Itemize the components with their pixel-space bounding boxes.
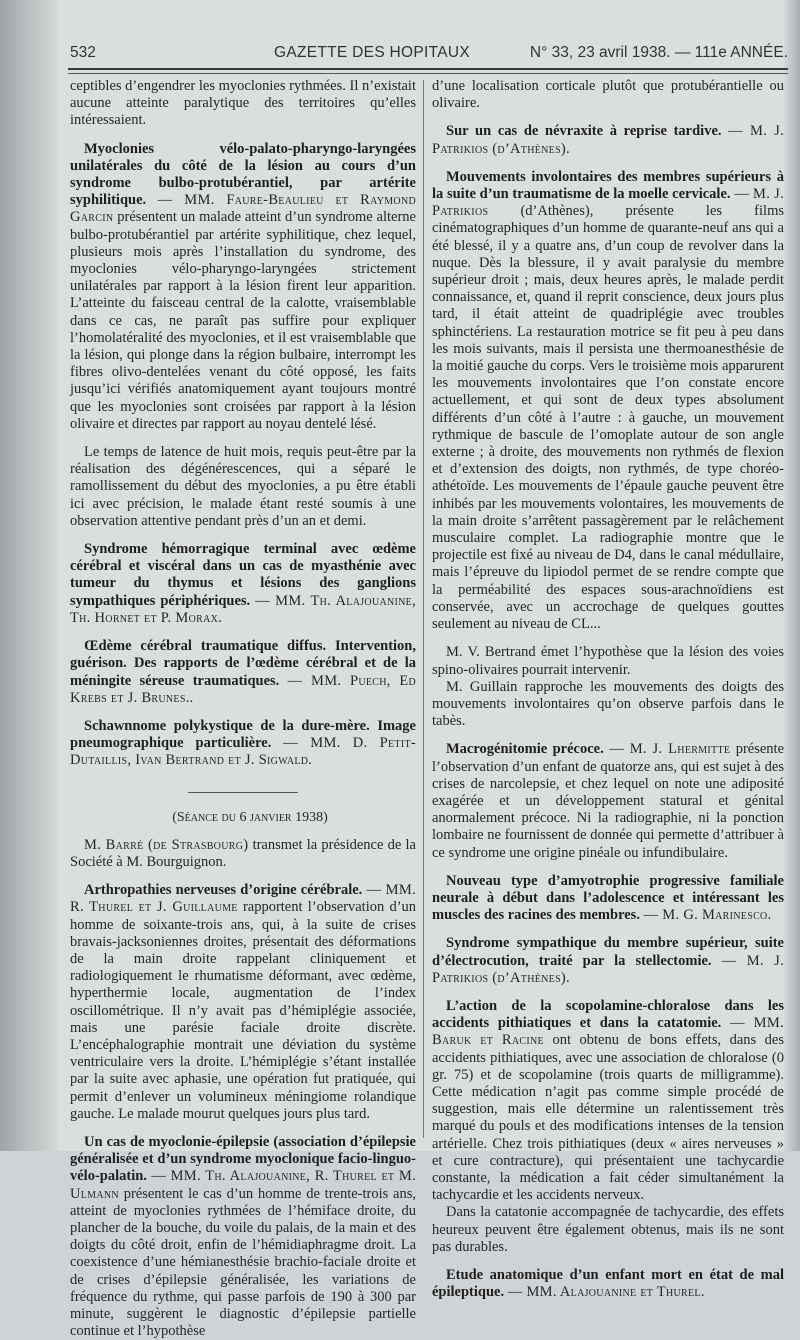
column-divider bbox=[423, 80, 424, 1138]
abstract-entry bbox=[432, 123, 784, 157]
entry-authors: — M. J. Patrikios bbox=[432, 186, 785, 220]
entry-title: Œdème cérébral traumatique diffus. Intervention, guérison. Des rapports de l’œdème cérébral et de la méningite séreuse traumatiques. bbox=[70, 638, 416, 689]
entry-authors: — MM. Alajouanine et Thurel. bbox=[507, 1284, 705, 1301]
abstract-entry bbox=[70, 541, 416, 627]
journal-title: GAZETTE DES HOPITAUX bbox=[274, 44, 471, 61]
header-rule-thick bbox=[68, 68, 788, 70]
paragraph bbox=[432, 1204, 784, 1256]
paragraph-text: d’une localisation corticale plutôt que protubérantielle ou olivaire. bbox=[432, 78, 784, 112]
entry-title: Macrogénitomie précoce. bbox=[446, 741, 604, 758]
abstract-entry bbox=[70, 141, 416, 433]
abstract-entry bbox=[432, 873, 784, 925]
entry-body: ont obtenu de bons effets, dans des accidents pithiatiques, avec une association de chloralose (0 gr. 75) et de scopolamine (trois quarts de milligramme). Cette médication n’agit pas comme simple procédé de suggestion, mais elle détermine un ralentissement très marqué du pouls et des modifications intenses de la tension artérielle. Chez trois pithiatiques (deux « aires nerveuses » et cure contracture), qui présentaient une tachycardie constante, la médication a fait céder simultanément la tachycardie et les accidents nerveux. bbox=[432, 1032, 784, 1204]
entry-title: Etude anatomique d’un enfant mort en état de mal épileptique. bbox=[432, 1267, 784, 1301]
entry-title: Nouveau type d’amyotrophie progressive familiale neurale à début dans l’adolescence et intéressant les muscles des racines des membres. bbox=[432, 872, 784, 924]
entry-authors: — MM. Faure-Beaulieu et Raymond Garcin bbox=[70, 192, 416, 226]
paragraph-text: M. V. Bertrand émet l’hypothèse que la lésion des voies spino-olivaires pourrait intervenir. bbox=[432, 644, 784, 678]
section-rule bbox=[188, 792, 298, 793]
entry-title: Syndrome hémorragique terminal avec œdème cérébral et viscéral dans un cas de myasthénie avec tumeur du thymus et lésions des ganglions sympathiques périphériques. bbox=[70, 541, 416, 609]
page-header bbox=[70, 44, 788, 66]
entry-title: Un cas de myoclonie-épilepsie (association d’épilepsie généralisée et d’un syndrome myoclonique facio-linguo-vélo-palatin. bbox=[70, 1133, 416, 1185]
entry-title: Schawnnome polykystique de la dure-mère. Image pneumographique particulière. bbox=[70, 717, 416, 752]
abstract-entry bbox=[432, 1267, 784, 1301]
entry-authors: — M. J. Patrikios (d’Athènes). bbox=[432, 123, 785, 157]
entry-authors: — M. J. Lhermitte bbox=[609, 741, 731, 758]
header-rule-thin bbox=[68, 73, 788, 74]
entry-authors: — MM. Puech, Ed Krebs et J. Brunes.. bbox=[70, 672, 416, 706]
paragraph bbox=[432, 78, 784, 112]
entry-body: présentent le cas d’un homme de trente-trois ans, atteint de myoclonies rythmées de l’hémiface droite, du plancher de la bouche, du voile du palais, de la main et des doigts du côté droit, enfin de l’hémidiaphragme droit. La coexistence d’une hémianesthésie brachio-faciale droite et de crises d’épilepsie généralisée, les variations de fréquence du rythme, qui passe parfois de 190 à 300 par minute, suggèrent le diagnostic d’épilepsie partielle continue et l’hypothèse bbox=[70, 1185, 417, 1340]
entry-title: Myoclonies vélo-palato-pharyngo-laryngées unilatérales du côté de la lésion au cours d’un syndrome bulbo-protubérantiel, par artérite syphilitique. bbox=[70, 140, 416, 209]
right-column bbox=[432, 78, 785, 1301]
entry-authors: — MM. D. Petit-Dutaillis, Ivan Bertrand et J. Sigwald. bbox=[70, 735, 417, 769]
abstract-entry bbox=[432, 935, 784, 987]
abstract-entry bbox=[432, 169, 784, 633]
entry-title: L’action de la scopolamine-chloralose dans les accidents pithiatiques et dans la catatomie. bbox=[432, 997, 784, 1032]
entry-authors: — MM. Baruk et Racine bbox=[432, 1015, 784, 1049]
entry-authors: — M. G. Marinesco. bbox=[643, 907, 772, 924]
paragraph-text: Le temps de latence de huit mois, requis peut-être par la réalisation des dégénérescences, qui a séparé le ramollissement du début des myoclonies, a pu être établi ici avec précision, le malade étant resté soumis à une observation attentive pendant près d’un an et demi. bbox=[70, 444, 416, 529]
entry-authors: M. Barré (de Strasbourg) bbox=[84, 836, 249, 853]
entry-authors: — M. J. Patrikios (d’Athènes). bbox=[432, 952, 785, 986]
page-edge-shadow-left bbox=[0, 0, 58, 1151]
abstract-entry bbox=[70, 718, 416, 770]
entry-body: présente l’observation d’un enfant de quatorze ans, qui est sujet à des crises de narcolepsie, et chez lequel on note une adiposité exagérée et un développement statural et génital anormalement précoce. Ni la radiographie, ni la ponction lombaire ne fournissent de donnée qui permette d’attribuer à ce syndrome une origine pinéale ou infundibulaire. bbox=[432, 741, 785, 861]
paragraph-text: ceptibles d’engendrer les myoclonies rythmées. Il n’existait aucune atteinte paralytique des territoires qu’elles intéressaient. bbox=[70, 78, 416, 129]
abstract-entry bbox=[70, 882, 416, 1123]
left-column bbox=[70, 78, 417, 1340]
abstract-entry bbox=[70, 638, 416, 707]
abstract-entry bbox=[432, 741, 784, 861]
paragraph bbox=[70, 444, 416, 530]
entry-authors: — MM. R. Thurel et J. Guillaume bbox=[70, 882, 416, 916]
entry-title: Arthropathies nerveuses d’origine cérébrale. bbox=[84, 882, 363, 899]
entry-body: présentent un malade atteint d’un syndrome alterne bulbo-protubérantiel par artérite syphilitique, chez lequel, plusieurs mois après l’installation du syndrome, des myoclonies vélo-pharyngo-laryngées strictement unilatérales par rapport à la lésion firent leur apparition. L’atteinte du faisceau central de la calotte, vraisemblable dans ce cas, ne paraît pas suffire pour expliquer l’homolatéralité des myoclonies, et il est vraisemblable que la lésion, qui plonge dans la région bulbaire, interrompt les fibres olivo-dentelées venant du côté opposé, les faits jusqu’ici vérifiés anatomiquement ayant toujours montré que les myoclonies sont croisées par rapport à la lésion olivaire et directes par rapport au noyau dentelé lésé. bbox=[70, 209, 416, 432]
paragraph-text: Dans la catatonie accompagnée de tachycardie, des effets heureux peuvent être également obtenus, mais ils ne sont pas durables. bbox=[432, 1204, 784, 1255]
entry-title: Mouvements involontaires des membres supérieurs à la suite d’un traumatisme de la moelle cervicale. bbox=[432, 168, 784, 203]
entry-body: rapportent l’observation d’un homme de soixante-trois ans, qui, à la suite de crises bravais-jacksoniennes droites, présentait des déformations de la main droite rappelant cliniquement et radiologiquement le rhumatisme déformant, avec œdème, hyperthermie locale, augmentation de l’index oscillométrique. Il n’y avait pas d’hémiplégie associée, mais une parésie faciale droite discrète. L’encéphalographie montrait une déviation du système ventriculaire vers la droite. L’hémiplégie s’étant installée par la suite avec aphasie, une opération fut pratiquée, qui permit d’enlever un volumineux méningiome rolandique gauche. Le malade mourut quelques jours plus tard. bbox=[70, 899, 417, 1122]
entry-title: Syndrome sympathique du membre supérieur, suite d’électrocution, traité par la stellectomie. bbox=[432, 935, 784, 969]
paragraph bbox=[70, 78, 416, 130]
abstract-entry bbox=[70, 1134, 416, 1340]
page-edge-shadow-right bbox=[784, 0, 800, 1151]
paragraph bbox=[432, 679, 784, 731]
issue-info: N° 33, 23 avril 1938. — 111e ANNÉE. bbox=[529, 44, 788, 61]
abstract-entry bbox=[432, 998, 784, 1204]
entry-authors: — MM. Th. Alajouanine, R. Thurel et M. Ulmann bbox=[70, 1168, 417, 1202]
entry-title: Sur un cas de névraxite à reprise tardive. bbox=[446, 123, 722, 140]
paragraph bbox=[432, 644, 784, 678]
page-number: 532 bbox=[70, 44, 96, 61]
entry-body: (d’Athènes), présente les films cinématographiques d’un homme de quarante-neuf ans qui a été blessé, il y a quatre ans, d’un coup de revolver dans la nuque. Dès la blessure, il y avait paralysie du membre supérieur droit ; mais, deux heures après, le malade perdit connaissance, et, quand il reprit conscience, deux jours plus tard, il était atteint de quadriplégie avec troubles sphinctériens. La restauration motrice se fit peu à peu dans les mois suivants, mais il persista une thermoanesthésie de la moitié gauche du corps. Vers le troisième mois apparurent les mouvements involontaires que l’on constate encore actuellement, et qui sont de deux types absolument différents d’un côté à l’autre : à gauche, un mouvement rythmique de bascule de l’omoplate autour de son angle externe ; à droite, des mouvements non rythmés de flexion et d’extension des doigts, non rythmés, de type choréo-athétoïde. Les mouvements de l’épaule gauche peuvent être inhibés par les mouvements volontaires, les mouvements de la main droite s’arrêtent passagèrement par le relâchement musculaire complet. La radiographie montre que le projectile est fixé au niveau de D4, dans le canal médullaire, mais l’épreuve du lipiodol permet de se rendre compte que la perméabilité des espaces sous-arachnoïdiens est conservée, avec un accrochage de quelques gouttes seulement au niveau de CL... bbox=[432, 203, 784, 633]
entry-authors: — MM. Th. Alajouanine, Th. Hornet et P. Morax. bbox=[70, 592, 416, 626]
entry-body: transmet la présidence de la Société à M. Bourguignon. bbox=[70, 836, 416, 870]
session-date: (Séance du 6 janvier 1938) bbox=[172, 809, 328, 825]
paragraph-text: M. Guillain rapproche les mouvements des doigts des mouvements involontaires qu’on observe parfois dans le tabès. bbox=[432, 678, 784, 730]
abstract-entry bbox=[70, 837, 416, 871]
